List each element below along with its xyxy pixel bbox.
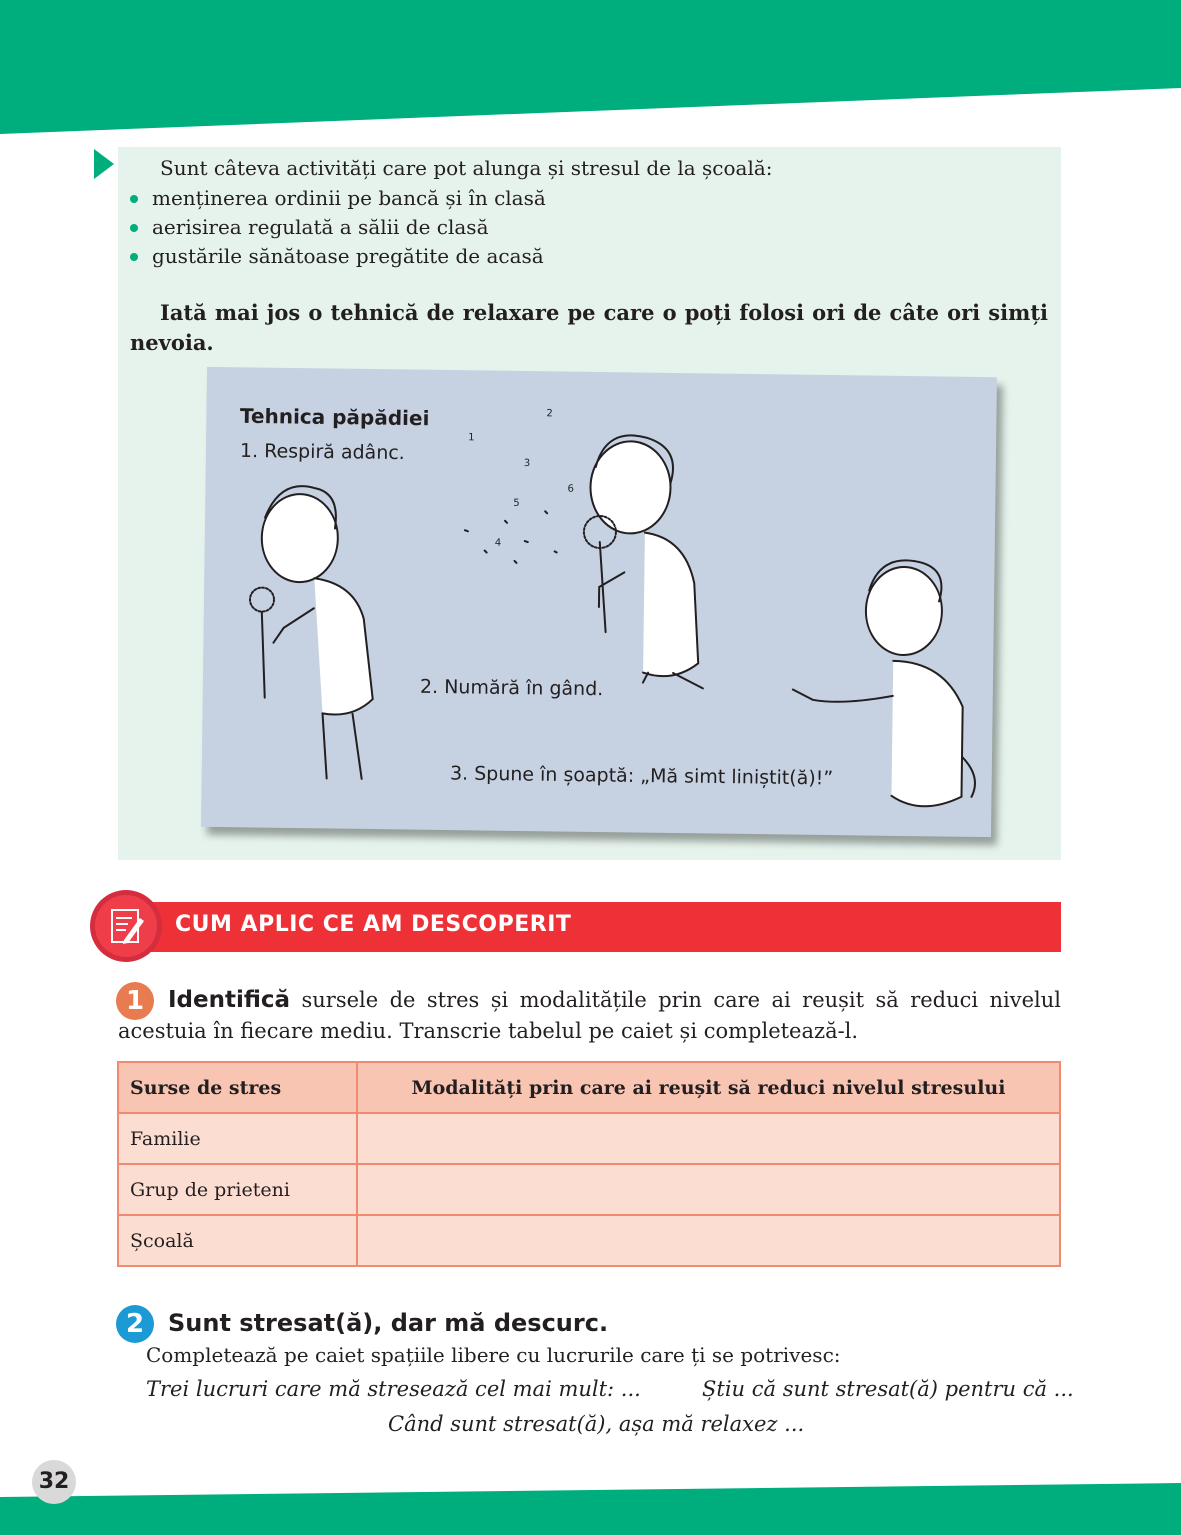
prompt-2: Știu că sunt stresat(ă) pentru că ... bbox=[702, 1377, 1074, 1401]
boy-breathing-drawing bbox=[248, 485, 376, 779]
step-1: 1. Respiră adânc. bbox=[239, 439, 405, 465]
list-item: aerisirea regulată a sălii de clasă bbox=[130, 213, 546, 242]
list-item: gustările sănătoase pregătite de acasă bbox=[130, 242, 546, 271]
step-3: 3. Spune în șoaptă: „Mă simt liniștit(ă)!” bbox=[449, 762, 834, 790]
task-1-number-badge: 1 bbox=[116, 982, 154, 1020]
intro-text: Sunt câteva activități care pot alunga și stresul de la școală: bbox=[160, 156, 773, 180]
svg-text:6: 6 bbox=[567, 483, 574, 495]
table-cell bbox=[357, 1164, 1060, 1215]
prompt-1: Trei lucruri care mă stresează cel mai mult: ... bbox=[146, 1377, 641, 1401]
play-marker-icon bbox=[94, 149, 114, 179]
notebook-pencil-icon bbox=[88, 888, 164, 964]
task-1-text: Identifică sursele de stres și modalitățile prin care ai reușit să reduci nivelul acestuia în fiecare mediu. Transcrie tabelul pe caiet și completează-l. bbox=[118, 987, 1061, 1043]
header-methods: Modalități prin care ai reușit să reduci nivelul stresului bbox=[357, 1062, 1060, 1113]
step-2: 2. Numără în gând. bbox=[419, 675, 604, 701]
counting-numbers bbox=[467, 407, 575, 549]
svg-text:2: 2 bbox=[546, 408, 553, 420]
table-cell: Familie bbox=[118, 1113, 357, 1164]
table-row bbox=[118, 1164, 1060, 1215]
task-2-instruction: Completează pe caiet spațiile libere cu lucrurile care ți se potrivesc: bbox=[146, 1343, 841, 1367]
stress-sources-table bbox=[117, 1061, 1061, 1267]
table-row bbox=[118, 1113, 1060, 1164]
table-header-row bbox=[118, 1062, 1060, 1113]
task-2-number-badge: 2 bbox=[116, 1305, 154, 1343]
task-1-keyword: Identifică bbox=[168, 987, 291, 1013]
task-2-title: Sunt stresat(ă), dar mă descurc. bbox=[168, 1309, 609, 1337]
svg-text:3: 3 bbox=[523, 458, 531, 470]
top-header-band bbox=[0, 0, 1181, 140]
section-title: CUM APLIC CE AM DESCOPERIT bbox=[175, 912, 572, 937]
boy-blowing-drawing bbox=[463, 433, 706, 688]
svg-text:4: 4 bbox=[494, 537, 502, 549]
list-item: menținerea ordinii pe bancă și în clasă bbox=[130, 184, 546, 213]
bullet-dot-icon bbox=[130, 253, 138, 261]
prompt-3: Când sunt stresat(ă), așa mă relaxez ... bbox=[388, 1412, 805, 1436]
header-sources: Surse de stres bbox=[118, 1062, 357, 1113]
bullet-dot-icon bbox=[130, 224, 138, 232]
svg-text:5: 5 bbox=[513, 497, 520, 509]
technique-intro: Iată mai jos o tehnică de relaxare pe care o poți folosi ori de câte ori simți nevoia. bbox=[130, 300, 1048, 355]
illustration-title: Tehnica păpădiei bbox=[239, 403, 430, 431]
bullet-dot-icon bbox=[130, 195, 138, 203]
svg-text:1: 1 bbox=[468, 432, 475, 444]
table-cell: Grup de prieteni bbox=[118, 1164, 357, 1215]
activity-list bbox=[130, 184, 546, 271]
table-row bbox=[118, 1215, 1060, 1266]
table-cell: Școală bbox=[118, 1215, 357, 1266]
table-cell bbox=[357, 1215, 1060, 1266]
page-number: 32 bbox=[32, 1460, 76, 1504]
bottom-footer-band bbox=[0, 1465, 1181, 1535]
table-cell bbox=[357, 1113, 1060, 1164]
